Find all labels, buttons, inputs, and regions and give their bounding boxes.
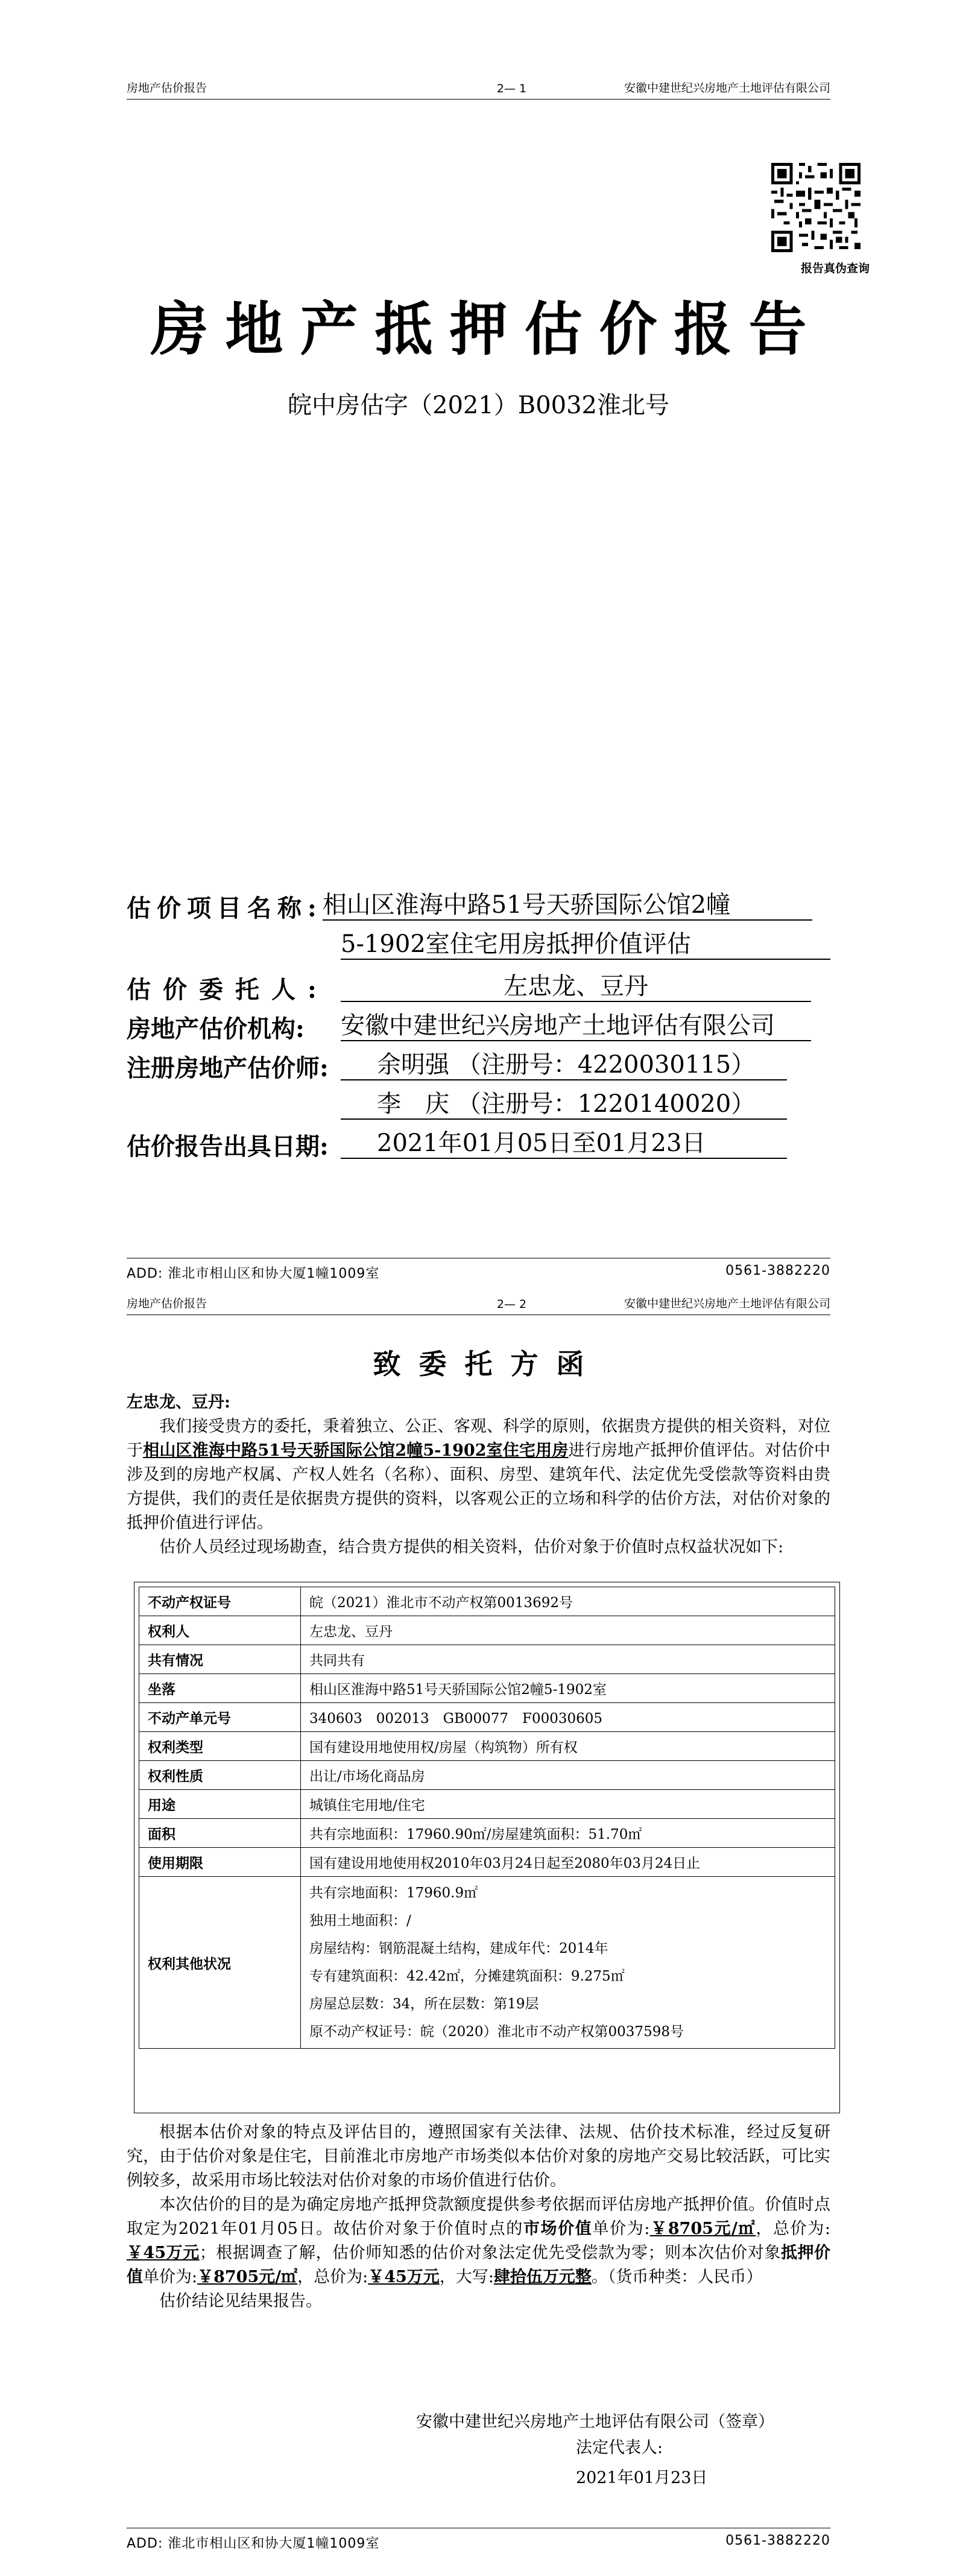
table-row (139, 1645, 835, 1674)
signature-date: 2021年01月23日 (576, 2469, 708, 2487)
table-row (139, 1819, 835, 1848)
table-row (139, 1732, 835, 1761)
header-page-number: 2— 1 (496, 82, 527, 95)
market-unit-price: ￥8705元/㎡ (649, 2219, 756, 2238)
property-address: 相山区淮海中路51号天骄国际公馆2幢5-1902室住宅用房 (143, 1441, 569, 1460)
issue-date-value: 2021年01月05日至01月23日 (341, 1131, 787, 1159)
appraiser-2: 李 庆 （注册号：1220140020） (341, 1092, 787, 1120)
table-value: 左忠龙、豆丹 (301, 1616, 835, 1645)
appraiser-row-2 (341, 1092, 787, 1120)
mortgage-unit-price: ￥8705元/㎡ (197, 2268, 298, 2286)
mortgage-value-label: 抵押价值 (127, 2244, 830, 2286)
table-key: 使用期限 (139, 1848, 301, 1877)
p4-text: 单价为: (143, 2268, 198, 2286)
table-value: 出让/市场化商品房 (301, 1761, 835, 1790)
page-footer (127, 2528, 830, 2552)
page-header (127, 1291, 830, 1315)
letter-paragraph-1 (127, 1415, 830, 1535)
letter-paragraph-2: 估价人员经过现场勘查，结合贵方提供的相关资料，估价对象于价值时点权益状况如下: (159, 1538, 784, 1556)
p4-text: 本次估价的目的是为确定房地产抵押贷款额度提供参考依据而评估房地产抵押价值。价值时点取定为2021年01月05日。故估价对象于价值时点的 (127, 2195, 830, 2238)
header-left: 房地产估价报告 (127, 81, 207, 95)
table-value: 共同共有 (301, 1645, 835, 1674)
table-row (139, 1790, 835, 1819)
table-value: 城镇住宅用地/住宅 (301, 1790, 835, 1819)
footer-phone: 0561-3882220 (725, 2533, 830, 2548)
rights-table (139, 1587, 835, 2049)
letter-paragraph-5: 估价结论见结果报告。 (159, 2292, 322, 2311)
appraiser-row (127, 1053, 787, 1080)
table-key: 不动产权证号 (139, 1587, 301, 1616)
table-value: 相山区淮海中路51号天骄国际公馆2幢5-1902室 (301, 1674, 835, 1703)
other-line: 原不动产权证号：皖（2020）淮北市不动产权第0037598号 (309, 2024, 684, 2040)
market-value-label: 市场价值 (523, 2219, 593, 2238)
letter-intro (127, 1391, 830, 1559)
table-key: 共有情况 (139, 1645, 301, 1674)
p4-text: 单价为: (592, 2219, 650, 2238)
p4-text: ；根据调查了解，估价师知悉的估价对象法定优先受偿款为零；则本次估价对象 (199, 2244, 781, 2262)
other-line: 专有建筑面积：42.42㎡，分摊建筑面积：9.275㎡ (309, 1968, 625, 1984)
project-value: 相山区淮海中路51号天骄国际公馆2幢 (323, 893, 812, 921)
letter-paragraph-4 (127, 2193, 830, 2289)
header-right: 安徽中建世纪兴房地产土地评估有限公司 (624, 1297, 830, 1310)
table-row (139, 1616, 835, 1645)
issue-date-row (127, 1131, 787, 1159)
table-key: 不动产单元号 (139, 1703, 301, 1732)
table-row (139, 1674, 835, 1703)
signature-representative: 法定代表人: (576, 2438, 663, 2457)
project-label: 估价项目名称: (127, 894, 323, 922)
p4-text: ，总价为: (756, 2219, 830, 2238)
header-page-number: 2— 2 (496, 1298, 527, 1311)
page-footer (127, 1258, 830, 1282)
issue-date-label: 估价报告出具日期: (127, 1132, 329, 1161)
table-key: 权利其他状况 (139, 1877, 301, 2049)
appraiser-label: 注册房地产估价师: (127, 1054, 329, 1082)
signature-company: 安徽中建世纪兴房地产土地评估有限公司（签章） (416, 2413, 774, 2431)
footer-address: ADD: 淮北市相山区和协大厦1幢1009室 (127, 1266, 380, 1281)
table-key: 权利人 (139, 1616, 301, 1645)
report-number: 皖中房估字（2021）B0032淮北号 (288, 392, 669, 419)
qr-code-icon[interactable] (771, 163, 861, 252)
table-value: 国有建设用地使用权/房屋（构筑物）所有权 (301, 1732, 835, 1761)
table-row (139, 1877, 835, 2049)
agency-label: 房地产估价机构: (127, 1015, 305, 1043)
agency-row (127, 1014, 811, 1041)
p4-text: 。（货币种类：人民币） (591, 2268, 763, 2286)
table-key: 权利类型 (139, 1732, 301, 1761)
project-name-row (127, 893, 812, 921)
qr-caption: 报告真伪查询 (800, 262, 870, 275)
client-value: 左忠龙、豆丹 (341, 974, 811, 1002)
p4-text: ，总价为: (297, 2268, 368, 2286)
table-value-other (301, 1877, 835, 2049)
other-line: 共有宗地面积：17960.9㎡ (309, 1885, 478, 1901)
table-key: 面积 (139, 1819, 301, 1848)
footer-phone: 0561-3882220 (725, 1263, 830, 1278)
table-key: 坐落 (139, 1674, 301, 1703)
letter-conclusion (127, 2121, 830, 2314)
p4-text: ，大写: (439, 2268, 494, 2286)
amount-in-words: 肆拾伍万元整 (493, 2268, 592, 2286)
table-value: 国有建设用地使用权2010年03月24日起至2080年03月24日止 (301, 1848, 835, 1877)
table-row (139, 1587, 835, 1616)
letter-paragraph-3: 根据本估价对象的特点及评估目的，遵照国家有关法律、法规、估价技术标准，经过反复研究，由于估价对象是住宅，目前淮北市房地产市场类似本估价对象的房地产交易比较活跃，可比实例较多，故采用市场比较法对估价对象的市场价值进行估价。 (127, 2123, 830, 2190)
header-left: 房地产估价报告 (127, 1297, 207, 1310)
letter-greeting: 左忠龙、豆丹: (127, 1393, 230, 1412)
letter-page (0, 1291, 957, 2576)
table-key: 用途 (139, 1790, 301, 1819)
other-line: 房屋总层数：34，所在层数：第19层 (309, 1996, 539, 2012)
other-line: 房屋结构：钢筋混凝土结构，建成年代：2014年 (309, 1941, 608, 1956)
mortgage-total-price: ￥45万元 (368, 2268, 440, 2286)
market-total-price: ￥45万元 (127, 2244, 200, 2262)
p1-text-a: 我们接受贵方的委托，秉着独立、公正、客观、科学的原则，依据贵方提供的相关资料，对位于 (127, 1417, 830, 1460)
table-row (139, 1761, 835, 1790)
footer-address: ADD: 淮北市相山区和协大厦1幢1009室 (127, 2536, 380, 2551)
other-line: 独用土地面积：/ (309, 1913, 411, 1929)
agency-value: 安徽中建世纪兴房地产土地评估有限公司 (341, 1014, 811, 1041)
table-key: 权利性质 (139, 1761, 301, 1790)
table-row (139, 1703, 835, 1732)
table-value: 皖（2021）淮北市不动产权第0013692号 (301, 1587, 835, 1616)
client-row (127, 974, 811, 1002)
appraiser-1: 余明强 （注册号：4220030115） (341, 1053, 787, 1080)
page-header (127, 75, 830, 100)
table-value: 共有宗地面积：17960.90㎡/房屋建筑面积：51.70㎡ (301, 1819, 835, 1848)
letter-title: 致委托方函 (373, 1348, 602, 1380)
project-name-row-2 (341, 932, 830, 960)
project-value-line-2: 5-1902室住宅用房抵押价值评估 (341, 932, 830, 960)
client-label: 估价委托人: (127, 976, 329, 1004)
report-title: 房地产抵押估价报告 (150, 295, 824, 363)
table-value: 340603 002013 GB00077 F00030605 (301, 1703, 835, 1732)
header-right: 安徽中建世纪兴房地产土地评估有限公司 (624, 81, 830, 95)
table-row (139, 1848, 835, 1877)
p1-text-c: 进行房地产抵押价值评估。对估价中涉及到的房地产权属、产权人姓名（名称）、面积、房型、建筑年代、法定优先受偿款等资料由贵方提供，我们的责任是依据贵方提供的资料，以客观公正的立场和科学的估价方法，对估价对象的抵押价值进行评估。 (127, 1441, 831, 1532)
